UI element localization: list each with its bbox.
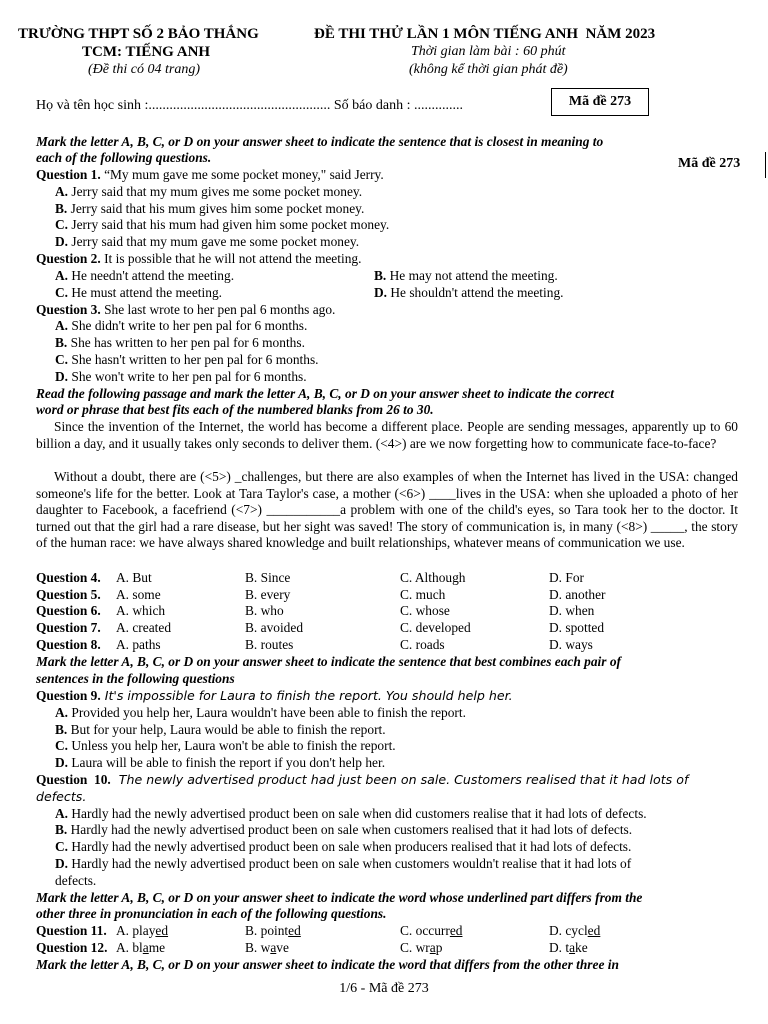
q4-option-a[interactable]: A. But — [116, 570, 152, 585]
school-name: TRƯỜNG THPT SỐ 2 BẢO THẮNG — [18, 26, 259, 42]
section4-instruction: Mark the letter A, B, C, or D on your answer sheet to indicate the word whose underlined part differs from the — [36, 890, 643, 905]
q1-option-a[interactable]: A. Jerry said that my mum gives me some pocket money. — [55, 184, 363, 199]
q1-option-c[interactable]: C. Jerry said that his mum had given him some pocket money. — [55, 217, 390, 232]
question-3: Question 3. She last wrote to her pen pal 6 months ago. — [36, 302, 336, 317]
q10-option-c[interactable]: C. Hardly had the newly advertised product been on sale when producers realised that it had lots of defects. — [55, 839, 632, 854]
question-9: Question 9. It's impossible for Laura to finish the report. You should help her. — [36, 688, 513, 703]
q3-option-b[interactable]: B. She has written to her pen pal for 6 months. — [55, 335, 305, 350]
q8-option-a[interactable]: A. paths — [116, 637, 161, 652]
q2-option-c[interactable]: C. He must attend the meeting. — [55, 285, 222, 300]
q11-option-b[interactable]: B. pointed — [245, 923, 301, 938]
q7-option-c[interactable]: C. developed — [400, 620, 471, 635]
q6-label: Question 6. — [36, 603, 101, 618]
student-info-line: Họ và tên học sinh :.................................................... Số báo danh : .............. — [36, 98, 463, 113]
q3-option-c[interactable]: C. She hasn't written to her pen pal for 6 months. — [55, 352, 319, 367]
section3-instruction-cont: sentences in the following questions — [36, 671, 235, 686]
question-10-cont: defects. — [36, 789, 87, 804]
section2-instruction: Read the following passage and mark the letter A, B, C, or D on your answer sheet to indicate the correct — [36, 386, 614, 401]
q8-option-c[interactable]: C. roads — [400, 637, 445, 652]
question-1: Question 1. “My mum gave me some pocket money," said Jerry. — [36, 167, 384, 182]
q4-option-d[interactable]: D. For — [549, 570, 584, 585]
q10-option-a[interactable]: A. Hardly had the newly advertised product been on sale when did customers realise that it had lots of defects. — [55, 806, 647, 821]
q11-option-a[interactable]: A. played — [116, 923, 169, 938]
q9-option-c[interactable]: C. Unless you help her, Laura won't be able to finish the report. — [55, 738, 396, 753]
section2-instruction-cont: word or phrase that best fits each of the numbered blanks from 26 to 30. — [36, 402, 434, 417]
q12-option-b[interactable]: B. wave — [245, 940, 289, 955]
q6-option-b[interactable]: B. who — [245, 603, 284, 618]
q12-label: Question 12. — [36, 940, 108, 955]
q1-option-b[interactable]: B. Jerry said that his mum gives him some pocket money. — [55, 201, 365, 216]
q9-option-b[interactable]: B. But for your help, Laura would be able to finish the report. — [55, 722, 386, 737]
q6-option-c[interactable]: C. whose — [400, 603, 450, 618]
q6-option-d[interactable]: D. when — [549, 603, 595, 618]
q9-option-a[interactable]: A. Provided you help her, Laura wouldn't have been able to finish the report. — [55, 705, 466, 720]
passage-paragraph-1: Since the invention of the Internet, the world has become a different place. People are sending messages, apparently up to 60 billion a day, and it usually takes only seconds to deliver them. (<4>) are we now forgetting how to communicate face-to-face? — [36, 419, 738, 451]
department: TCM: TIẾNG ANH — [82, 44, 211, 60]
q12-option-c[interactable]: C. wrap — [400, 940, 443, 955]
exam-title: ĐỀ THI THỬ LẦN 1 MÔN TIẾNG ANH NĂM 2023 — [314, 26, 656, 42]
section4-instruction-cont: other three in pronunciation in each of the following questions. — [36, 906, 387, 921]
q12-option-d[interactable]: D. take — [549, 940, 588, 955]
section5-instruction: Mark the letter A, B, C, or D on your answer sheet to indicate the word that differs from the other three in — [36, 957, 619, 972]
page-footer: 1/6 - Mã đề 273 — [339, 981, 429, 996]
exam-code-right: Mã đề 273 — [678, 156, 741, 171]
q8-option-b[interactable]: B. routes — [245, 637, 294, 652]
section1-instruction-cont: each of the following questions. — [36, 150, 212, 165]
q4-option-c[interactable]: C. Although — [400, 570, 466, 585]
question-10: Question 10. The newly advertised product had just been on sale. Customers realised that it had lots of — [36, 772, 689, 787]
q1-option-d[interactable]: D. Jerry said that my mum gave me some pocket money. — [55, 234, 360, 249]
q6-option-a[interactable]: A. which — [116, 603, 166, 618]
question-2: Question 2. It is possible that he will not attend the meeting. — [36, 251, 362, 266]
q11-option-d[interactable]: D. cycled — [549, 923, 601, 938]
q2-option-d[interactable]: D. He shouldn't attend the meeting. — [374, 285, 564, 300]
q11-label: Question 11. — [36, 923, 107, 938]
q5-option-a[interactable]: A. some — [116, 587, 161, 602]
q7-option-a[interactable]: A. created — [116, 620, 172, 635]
q5-option-d[interactable]: D. another — [549, 587, 606, 602]
q12-option-a[interactable]: A. blame — [116, 940, 166, 955]
q11-option-c[interactable]: C. occurred — [400, 923, 463, 938]
q8-label: Question 8. — [36, 637, 101, 652]
q2-option-a[interactable]: A. He needn't attend the meeting. — [55, 268, 235, 283]
section1-instruction: Mark the letter A, B, C, or D on your answer sheet to indicate the sentence that is closest in meaning to — [36, 134, 604, 149]
q3-option-a[interactable]: A. She didn't write to her pen pal for 6 months. — [55, 318, 308, 333]
q5-option-c[interactable]: C. much — [400, 587, 446, 602]
q5-option-b[interactable]: B. every — [245, 587, 291, 602]
q7-option-d[interactable]: D. spotted — [549, 620, 605, 635]
pages-note: (Đề thi có 04 trang) — [88, 62, 200, 77]
q4-label: Question 4. — [36, 570, 101, 585]
q8-option-d[interactable]: D. ways — [549, 637, 593, 652]
q7-label: Question 7. — [36, 620, 101, 635]
section3-instruction: Mark the letter A, B, C, or D on your answer sheet to indicate the sentence that best combines each pair of — [36, 654, 621, 669]
exam-code-box: Mã đề 273 — [551, 88, 649, 116]
q9-option-d[interactable]: D. Laura will be able to finish the report if you don't help her. — [55, 755, 386, 770]
margin-mark — [765, 152, 766, 178]
q4-option-b[interactable]: B. Since — [245, 570, 291, 585]
q5-label: Question 5. — [36, 587, 101, 602]
q10-option-d[interactable]: D. Hardly had the newly advertised product been on sale when customers wouldn't realise that it had lots of — [55, 856, 632, 871]
exam-time-note: (không kể thời gian phát đề) — [409, 62, 568, 77]
q3-option-d[interactable]: D. She won't write to her pen pal for 6 months. — [55, 369, 307, 384]
passage-paragraph-2: Without a doubt, there are (<5>) _challenges, but there are also examples of when the Internet has lived in the USA: changed someone's life for the better. Look at Tara Taylor's case, a mother (<6>) ____lives in the USA: when she uploaded a photo of her daughter to Facebook, a facefriend (<7>) ___________a problem with one of the child's eyes, so Tara took her to the doctor. It turned out that the girl had a rare disease, but her sight was saved! The story of communication is, in many (<8>) _____, the story of the human race: we have always shared knowledge and built relationships, whatever means of communication we use. — [36, 469, 738, 550]
q10-option-b[interactable]: B. Hardly had the newly advertised product been on sale when customers realised that it had lots of defects. — [55, 822, 633, 837]
q10-option-d-cont: defects. — [55, 873, 97, 888]
exam-time: Thời gian làm bài : 60 phút — [411, 44, 566, 59]
q7-option-b[interactable]: B. avoided — [245, 620, 304, 635]
q2-option-b[interactable]: B. He may not attend the meeting. — [374, 268, 558, 283]
